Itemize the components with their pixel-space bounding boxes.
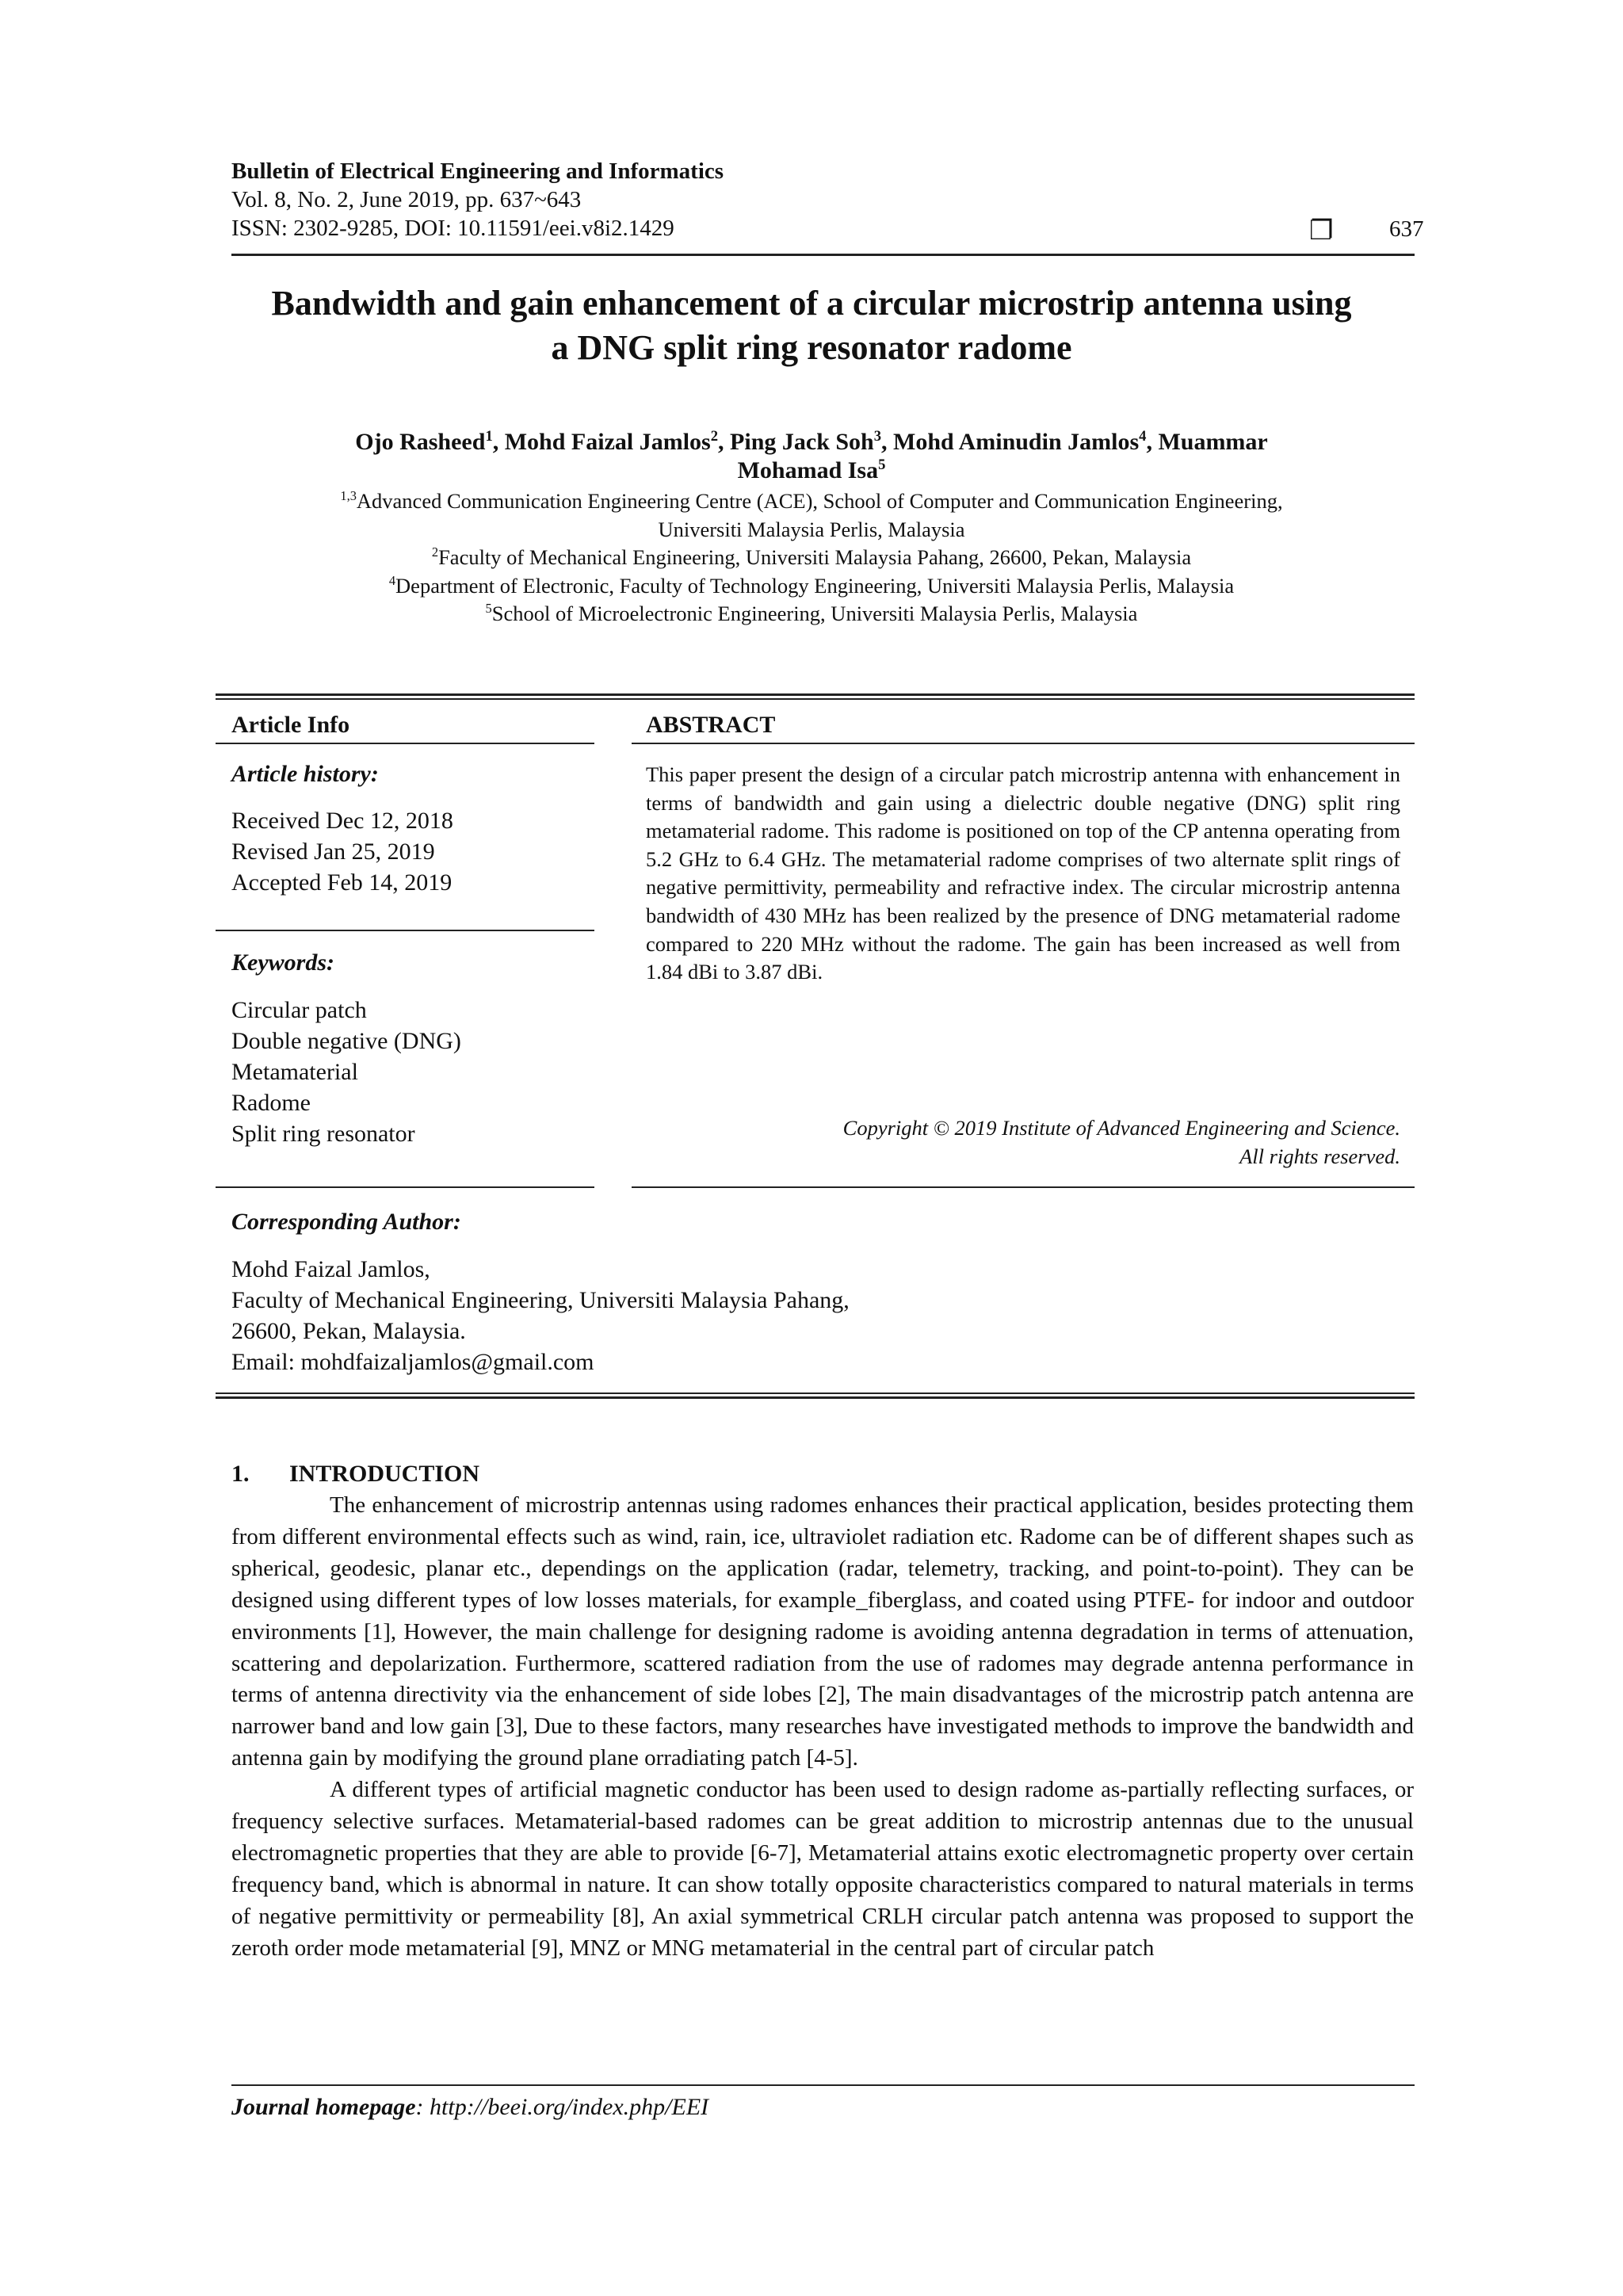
affiliation-text: School of Microelectronic Engineering, Universiti Malaysia Perlis, Malaysia xyxy=(491,602,1138,625)
corr-email: Email: mohdfaizaljamlos@gmail.com xyxy=(231,1349,594,1375)
author-name: Mohamad Isa xyxy=(737,457,879,483)
received-date: Received Dec 12, 2018 xyxy=(231,808,453,834)
keyword: Split ring resonator xyxy=(231,1121,415,1147)
corresponding-author xyxy=(231,1254,1182,1377)
author-sup: 2 xyxy=(710,428,719,445)
header-rule xyxy=(231,254,1415,256)
article-history xyxy=(231,805,453,898)
author-sep: , xyxy=(881,429,894,455)
affiliation-cont: Universiti Malaysia Perlis, Malaysia xyxy=(658,517,965,541)
affiliation-sup: 2 xyxy=(431,544,439,560)
abstract-bottom-rule xyxy=(632,1186,1415,1188)
abstract-rule xyxy=(632,743,1415,744)
author-name: Mohd Aminudin Jamlos xyxy=(893,429,1140,455)
affiliation-text: Faculty of Mechanical Engineering, Universiti Malaysia Pahang, 26600, Pekan, Malaysia xyxy=(438,545,1192,569)
keyword: Radome xyxy=(231,1090,311,1116)
footer-rule xyxy=(231,2084,1415,2086)
author-sup: 3 xyxy=(873,428,882,445)
affiliation xyxy=(198,572,1425,601)
history-rule xyxy=(216,930,594,931)
info-box-top-rule xyxy=(216,693,1415,696)
homepage-url[interactable]: : http://beei.org/index.php/EEI xyxy=(415,2094,709,2120)
page-number: 637 xyxy=(1389,216,1424,242)
keyword-list xyxy=(231,995,461,1149)
journal-volume: Vol. 8, No. 2, June 2019, pp. 637~643 xyxy=(231,187,582,212)
journal-name: Bulletin of Electrical Engineering and Informatics xyxy=(231,159,724,184)
section-number: 1. xyxy=(231,1461,250,1487)
affiliation-sup: 1,3 xyxy=(340,488,357,504)
author-sep: , xyxy=(718,429,731,455)
title-line-2: a DNG split ring resonator radome xyxy=(551,328,1072,367)
introduction-body xyxy=(231,1490,1414,1965)
journal-issn: ISSN: 2302-9285, DOI: 10.11591/eei.v8i2.1429 xyxy=(231,216,674,241)
article-history-label: Article history: xyxy=(231,761,379,787)
corr-faculty: Faculty of Mechanical Engineering, Universiti Malaysia Pahang, xyxy=(231,1287,850,1313)
affiliation xyxy=(198,600,1425,628)
affiliation-sup: 4 xyxy=(388,572,396,588)
abstract-heading: ABSTRACT xyxy=(646,712,776,738)
author-name: Ping Jack Soh xyxy=(730,429,874,455)
accepted-date: Accepted Feb 14, 2019 xyxy=(231,869,453,896)
affiliation-text: Department of Electronic, Faculty of Technology Engineering, Universiti Malaysia Perlis, Malaysia xyxy=(395,573,1235,598)
info-box-top-rule-2 xyxy=(216,698,1415,700)
corr-address: 26600, Pekan, Malaysia. xyxy=(231,1318,466,1344)
abstract-text: This paper present the design of a circular patch microstrip antenna with enhancement in terms of bandwidth and gain using a dielectric double negative (DNG) split ring metamaterial radome. This radome is positioned on top of the CP antenna operating from 5.2 GHz to 6.4 GHz. The metamaterial radome comprises of two alternate split rings of negative permittivity, permeability and refractive index. The circular microstrip antenna bandwidth of 430 MHz has been realized by the presence of DNG metamaterial radome compared to 220 MHz without the radome. The gain has been increased as well from 1.84 dBi to 3.87 dBi. xyxy=(646,762,1400,984)
author-list xyxy=(198,428,1425,485)
section-title: INTRODUCTION xyxy=(289,1461,480,1487)
keyword: Metamaterial xyxy=(231,1059,358,1085)
author-sup: 5 xyxy=(878,457,886,473)
journal-homepage xyxy=(231,2094,708,2121)
affiliation xyxy=(198,544,1425,572)
revised-date: Revised Jan 25, 2019 xyxy=(231,839,435,865)
homepage-label: Journal homepage xyxy=(231,2094,416,2120)
affiliation-text: Advanced Communication Engineering Centre (ACE), School of Computer and Communication Engineering, xyxy=(356,489,1283,513)
title-line-1: Bandwidth and gain enhancement of a circular microstrip antenna using xyxy=(271,284,1352,323)
info-box-bottom-rule xyxy=(216,1392,1415,1394)
article-info-heading: Article Info xyxy=(231,712,350,738)
affiliations xyxy=(198,487,1425,628)
author-sup: 1 xyxy=(485,428,493,445)
copyright-line-2: All rights reserved. xyxy=(1239,1144,1400,1168)
copyright xyxy=(646,1114,1400,1171)
journal-header xyxy=(231,157,1436,246)
author-name: Ojo Rasheed xyxy=(355,429,486,455)
author-sup: 4 xyxy=(1139,428,1147,445)
info-box-bottom-rule-2 xyxy=(216,1396,1415,1399)
box-icon: ❐ xyxy=(1309,216,1334,246)
paper-title xyxy=(158,281,1465,370)
copyright-line-1: Copyright © 2019 Institute of Advanced Engineering and Science. xyxy=(842,1116,1400,1140)
keywords-label: Keywords: xyxy=(231,949,334,976)
affiliation-sup: 5 xyxy=(485,601,492,617)
article-info-rule xyxy=(216,743,594,744)
author-sep: , Muammar xyxy=(1146,429,1268,455)
introduction-heading xyxy=(231,1461,479,1488)
corr-name: Mohd Faizal Jamlos, xyxy=(231,1256,430,1282)
author-sep: , xyxy=(492,429,505,455)
affiliation xyxy=(198,487,1425,516)
keyword: Circular patch xyxy=(231,997,367,1023)
paragraph: A different types of artificial magnetic conductor has been used to design radome as-partially reflecting surfaces, or frequency selective surfaces. Metamaterial-based radomes can be great addition to microstrip antennas due to the unusual electromagnetic properties that they are able to provide [6-7], Metamaterial attains exotic electromagnetic property over certain frequency band, which is abnormal in nature. It can show totally opposite characteristics compared to natural materials in terms of negative permittivity or permeability [8], An axial symmetrical CRLH circular patch antenna was proposed to support the zeroth order mode metamaterial [9], MNZ or MNG metamaterial in the central part of circular patch xyxy=(231,1777,1414,1961)
paragraph: The enhancement of microstrip antennas using radomes enhances their practical application, besides protecting them from different environmental effects such as wind, rain, ice, ultraviolet radiation etc. Radome can be of different shapes such as spherical, geodesic, planar etc., dependings on the application (radar, telemetry, tracking, and point-to-point). They can be designed using different types of low losses materials, for example_fiberglass, and coated using PTFE- for indoor and outdoor environments [1], However, the main challenge for designing radome is avoiding antenna degradation in terms of attenuation, scattering and depolarization. Furthermore, scattered radiation from the use of radomes may degrade antenna performance in terms of antenna directivity via the enhancement of side lobes [2], The main disadvantages of the microstrip patch antenna are narrower band and low gain [3], Due to these factors, many researches have investigated methods to improve the bandwidth and antenna gain by modifying the ground plane orradiating patch [4-5]. xyxy=(231,1492,1414,1771)
corresponding-label: Corresponding Author: xyxy=(231,1209,461,1235)
keyword: Double negative (DNG) xyxy=(231,1028,461,1054)
keywords-rule xyxy=(216,1186,594,1188)
author-name: Mohd Faizal Jamlos xyxy=(504,429,711,455)
